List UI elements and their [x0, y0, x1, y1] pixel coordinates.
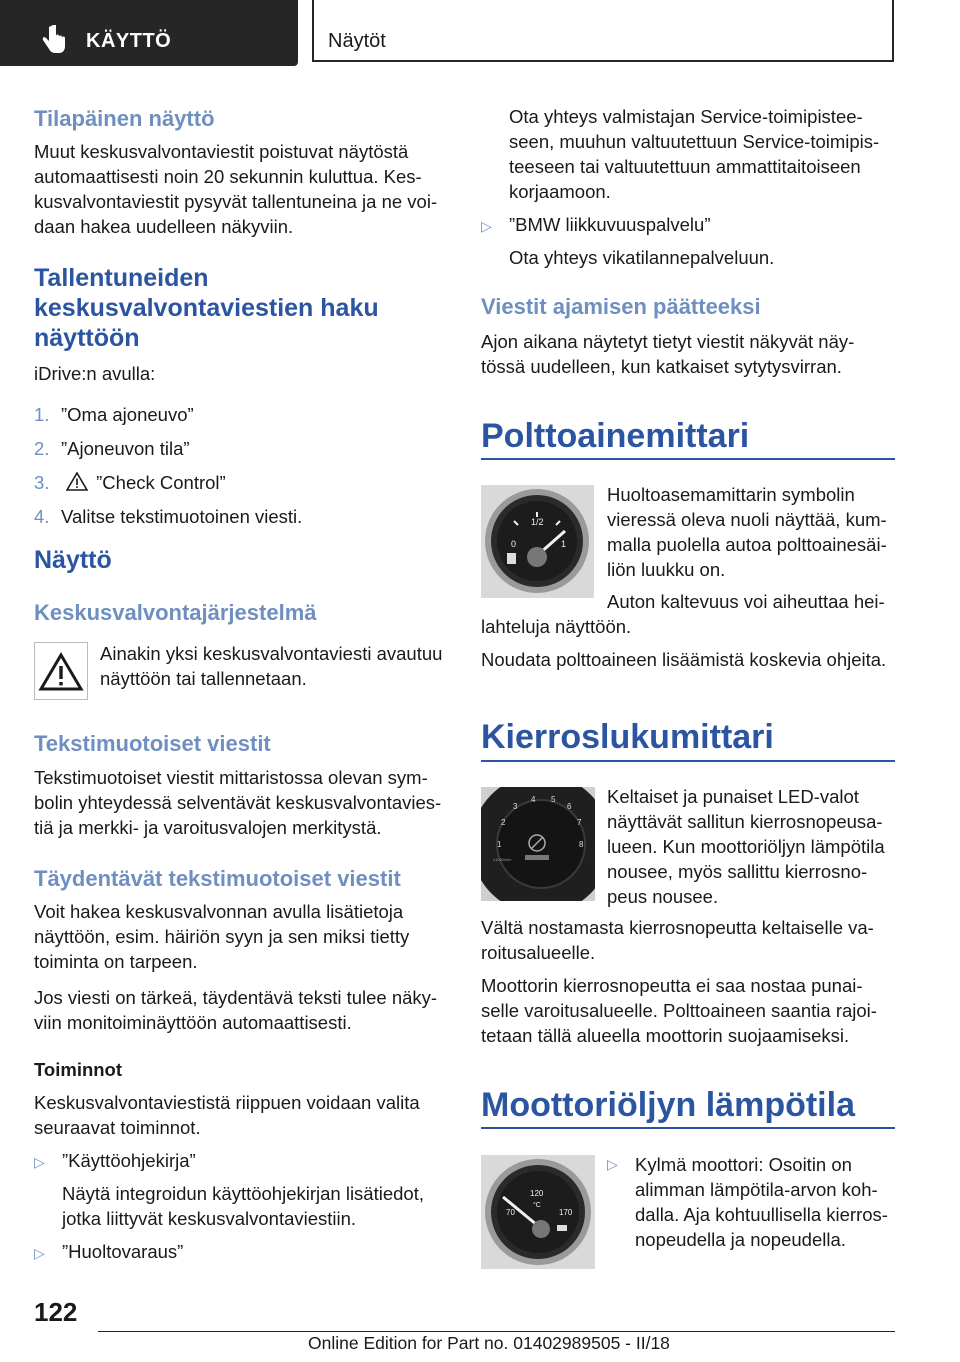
fuel-pump-icon — [507, 553, 516, 564]
hand-pointer-icon — [40, 25, 66, 55]
system-paragraph: Ainakin yksi keskusvalvontaviesti avautuu näyttöön tai tallennetaan. — [100, 643, 443, 689]
steps-list — [34, 398, 302, 534]
triangle-bullet-icon: ▷ — [34, 1154, 45, 1170]
bullet-manual: ▷ ”Käyttöohjekirja” — [34, 1148, 196, 1175]
list-item: 2. ”Ajoneuvon tila” — [34, 438, 190, 459]
svg-text:2: 2 — [501, 818, 506, 827]
svg-text:3: 3 — [513, 802, 518, 811]
svg-text:170: 170 — [559, 1208, 573, 1217]
warning-symbol-box — [34, 642, 88, 700]
oil-bullet: ▷ Kylmä moottori: Osoitin on alimman lämpötila-arvon koh- dalla. Aja kohtuullisella kierros- nopeudella ja nopeudella. — [607, 1154, 888, 1250]
triangle-bullet-icon: ▷ — [34, 1245, 45, 1261]
heading-temp: Tilapäinen näyttö — [34, 106, 215, 131]
idrive-text: iDrive:n avulla: — [34, 363, 156, 384]
warning-icon — [35, 643, 87, 699]
svg-text:°C: °C — [533, 1202, 541, 1209]
svg-text:120: 120 — [530, 1189, 544, 1198]
svg-text:1: 1 — [497, 840, 502, 849]
heading-system: Keskusvalvontajärjestelmä — [34, 600, 317, 625]
triangle-bullet-icon: ▷ — [607, 1156, 618, 1172]
heading-saved: Tallentuneiden keskusvalvontaviestien haku näyttöön — [34, 264, 379, 352]
heading-oil: Moottoriöljyn lämpötila — [481, 1086, 855, 1124]
fuel-paragraph-1: Huoltoasemamittarin symbolin vieressä oleva nuoli näyttää, kum- malla puolella autoa polttoainesäi- liön luukku on. — [607, 484, 887, 580]
fuel-label-1: 1 — [561, 539, 567, 549]
list-item: 3. ”Check Control” — [34, 472, 226, 493]
svg-text:8: 8 — [579, 840, 584, 849]
bullet-manual-text: Näytä integroidun käyttöohjekirjan lisätiedot, jotka liittyvät keskusvalvontaviestiin. — [62, 1183, 424, 1229]
text-paragraph: Tekstimuotoiset viestit mittaristossa olevan sym- bolin yhteydessä selventävät keskusvalvontavies- tiä ja merkki- ja varoitusvalojen merkitystä. — [34, 767, 442, 838]
chapter-tab — [312, 0, 894, 62]
svg-text:6: 6 — [567, 802, 572, 811]
tacho-paragraph-2: Vältä nostamasta kierrosnopeutta keltaiselle va- roitusalueelle. — [481, 917, 874, 963]
oil-can-icon — [557, 1225, 567, 1231]
heading-tacho: Kierroslukumittari — [481, 718, 774, 756]
triangle-bullet-icon: ▷ — [481, 218, 492, 234]
contact-paragraph: Ota yhteys valmistajan Service-toimipistee- seen, muuhun valtuutettuun Service-toimipis- teeseen tai valtuutettuun ammattitaitoiseen korjaamoon. — [509, 106, 880, 202]
list-item: 1. ”Oma ajoneuvo” — [34, 404, 194, 425]
svg-text:5: 5 — [551, 795, 556, 804]
tacho-paragraph-1: Keltaiset ja punaiset LED-valot näyttävät sallitun kierrosnopeusa- lueen. Kun moottoriöljyn lämpötila nousee, myös sallittu kierrosno- peus nousee. — [607, 786, 885, 907]
end-paragraph: Ajon aikana näytetyt tietyt viestit näkyvät näy- tössä uudelleen, kun katkaiset sytytysvirran. — [481, 331, 855, 377]
section-tab — [0, 0, 298, 66]
bullet-service: ▷ ”Huoltovaraus” — [34, 1239, 183, 1266]
page-number: 122 — [34, 1297, 78, 1327]
fuel-paragraph-2b: lahteluja näyttöön. — [481, 616, 632, 637]
fuel-label-0: 0 — [511, 539, 517, 549]
heading-naytto: Näyttö — [34, 546, 112, 574]
temp-paragraph: Muut keskusvalvontaviestit poistuvat näytöstä automaattisesti noin 20 sekunnin kuluttua. Kes- kusvalvontaviestit pysyvät tallentuneina ja ne voi- daan hakea uudelleen näkyviin. — [34, 141, 438, 237]
section-label: KÄYTTÖ — [86, 30, 172, 52]
heading-supplementary: Täydentävät tekstimuotoiset viestit — [34, 866, 401, 891]
heading-text-messages: Tekstimuotoiset viestit — [34, 731, 271, 756]
fuel-gauge-image — [481, 485, 594, 598]
svg-text:70: 70 — [506, 1208, 515, 1217]
fuel-label-half: 1/2 — [531, 517, 544, 527]
tacho-paragraph-3: Moottorin kierrosnopeutta ei saa nostaa punai- selle varoitusalueelle. Polttoaineen saantia rajoi- tetaan tällä alueella moottorin suojaamiseksi. — [481, 975, 877, 1046]
list-item: 4. Valitse tekstimuotoinen viesti. — [34, 506, 303, 527]
supp-paragraph-2: Jos viesti on tärkeä, täydentävä teksti tulee näky- viin monitoiminäyttöön automaattisesti. — [34, 987, 438, 1033]
heading-end-messages: Viestit ajamisen päätteeksi — [481, 294, 761, 319]
heading-rule — [481, 458, 895, 460]
chapter-label: Näytöt — [328, 30, 386, 52]
oil-gauge-image — [481, 1155, 595, 1269]
svg-text:4: 4 — [531, 795, 536, 804]
warning-icon — [66, 472, 88, 491]
heading-rule — [481, 1127, 895, 1129]
svg-text:x1000/min: x1000/min — [493, 857, 512, 862]
fuel-paragraph-3: Noudata polttoaineen lisäämistä koskevia ohjeita. — [481, 649, 887, 670]
edition-text: Online Edition for Part no. 01402989505 - II/18 — [308, 1333, 670, 1353]
heading-rule — [481, 760, 895, 762]
functions-paragraph: Keskusvalvontaviestistä riippuen voidaan valita seuraavat toiminnot. — [34, 1092, 420, 1138]
heading-fuel: Polttoainemittari — [481, 417, 750, 455]
tachometer-image — [481, 787, 595, 901]
supp-paragraph-1: Voit hakea keskusvalvonnan avulla lisätietoja näyttöön, esim. häiriön syyn ja sen miksi tietty toiminta on tarpeen. — [34, 901, 410, 972]
bullet-mobility-text: Ota yhteys vikatilannepalveluun. — [509, 247, 775, 268]
svg-text:7: 7 — [577, 818, 582, 827]
heading-functions: Toiminnot — [34, 1059, 123, 1080]
fuel-paragraph-2a: Auton kaltevuus voi aiheuttaa hei- — [607, 591, 885, 612]
bullet-mobility: ▷ ”BMW liikkuvuuspalvelu” — [481, 212, 711, 239]
